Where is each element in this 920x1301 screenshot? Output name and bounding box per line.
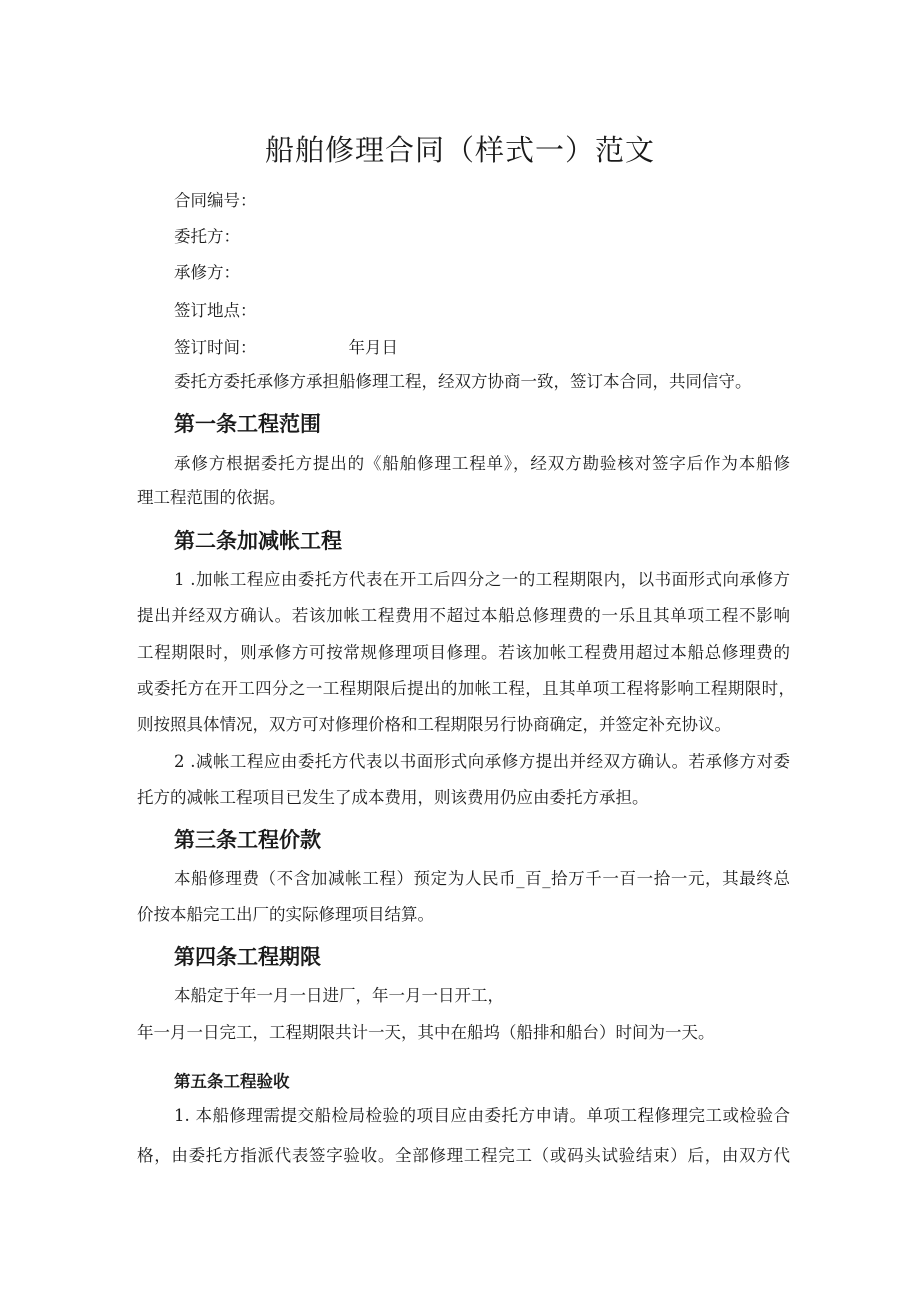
article-5-heading: 第五条工程验收	[174, 1072, 290, 1091]
article-3-line-1: 本船修理费（不含加减帐工程）预定为人民币_百_拾万千一百一拾一元，其最终总	[174, 869, 790, 888]
article-3-line-2: 价按本船完工出厂的实际修理项目结算。	[137, 905, 434, 924]
article-2-p1-line-1: 1 .加帐工程应由委托方代表在开工后四分之一的工程期限内，以书面形式向承修方	[174, 570, 790, 589]
article-2-p1-line-4: 或委托方在开工四分之一工程期限后提出的加帐工程，且其单项工程将影响工程期限时，	[137, 679, 795, 698]
signing-time-label: 签订时间：	[174, 338, 257, 357]
signing-time-value: 年月日	[348, 338, 398, 357]
client-field: 委托方：	[174, 227, 240, 246]
signing-time-field	[174, 340, 398, 357]
document-title: 船舶修理合同（样式一）范文	[264, 133, 655, 167]
article-2-p2-line-2: 托方的减帐工程项目已发生了成本费用，则该费用仍应由委托方承担。	[137, 788, 649, 807]
article-1-line-2: 理工程范围的依据。	[137, 488, 286, 507]
article-2-p1-line-2: 提出并经双方确认。若该加帐工程费用不超过本船总修理费的一乐且其单项工程不影响	[137, 606, 790, 625]
article-2-p2-line-1: 2 .减帐工程应由委托方代表以书面形式向承修方提出并经双方确认。若承修方对委	[174, 752, 790, 771]
intro-paragraph: 委托方委托承修方承担船修理工程，经双方协商一致，签订本合同，共同信守。	[174, 372, 752, 391]
article-4-line-2: 年一月一日完工，工程期限共计一天，其中在船坞（船排和船台）时间为一天。	[137, 1023, 715, 1042]
article-2-heading: 第二条加减帐工程	[174, 528, 342, 553]
contract-number-field: 合同编号：	[174, 191, 257, 210]
article-5-line-2: 格，由委托方指派代表签字验收。全部修理工程完工（或码头试验结束）后，由双方代	[137, 1146, 790, 1165]
signing-place-field: 签订地点：	[174, 301, 257, 320]
article-3-heading: 第三条工程价款	[174, 827, 321, 852]
contractor-field: 承修方：	[174, 263, 240, 282]
article-2-p1-line-5: 则按照具体情况，双方可对修理价格和工程期限另行协商确定，并签定补充协议。	[137, 715, 731, 734]
article-2-p1-line-3: 工程期限时，则承修方可按常规修理项目修理。若该加帐工程费用超过本船总修理费的	[137, 643, 790, 662]
article-4-line-1: 本船定于年一月一日进厂，年一月一日开工，	[174, 986, 504, 1005]
article-1-line-1: 承修方根据委托方提出的《船舶修理工程单》，经双方勘验核对签字后作为本船修	[174, 454, 790, 473]
article-4-heading: 第四条工程期限	[174, 944, 321, 969]
article-5-line-1: 1. 本船修理需提交船检局检验的项目应由委托方申请。单项工程修理完工或检验合	[174, 1106, 790, 1125]
article-1-heading: 第一条工程范围	[174, 411, 321, 436]
